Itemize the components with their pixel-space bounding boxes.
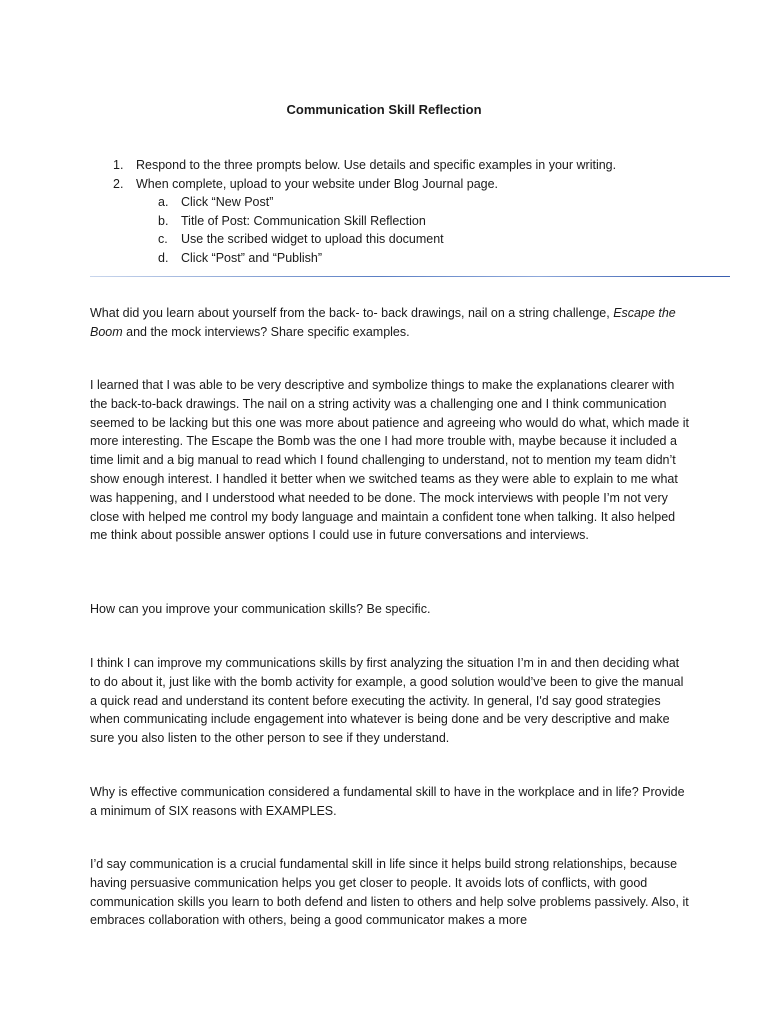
instruction-marker: 2.: [113, 176, 124, 191]
sub-instruction-marker: b.: [158, 213, 169, 228]
answer-paragraph-1: I learned that I was able to be very descriptive and symbolize things to make the explanations clearer with the back-to-back drawings. The nail on a string activity was a challenging one and I think communication seemed to be lacking but this one was more about patience and agreeing who would do what, which made it more interesting. The Escape the Bomb was the one I had more trouble with, maybe because it included a time limit and a big manual to read which I found challenging to understand, not to mention my team didn’t show enough interest. I handled it better when we switched teams as they were able to explain to me what was happening, and I understood what needed to be done. The mock interviews with people I’m not very close with helped me control my body language and maintain a confident tone when talking. It also helped me think about possible answer options I could use in future conversations and interviews.: [90, 378, 689, 543]
instruction-text: When complete, upload to your website under Blog Journal page.: [136, 176, 499, 191]
instruction-text: Respond to the three prompts below. Use details and specific examples in your writing.: [136, 158, 617, 172]
sub-instruction-text: Title of Post: Communication Skill Reflection: [181, 213, 426, 228]
prompt-1-italic-title: Escape the Boom: [90, 306, 676, 339]
prompt-question-3: Why is effective communication considered a fundamental skill to have in the workplace and in life? Provide a minimum of SIX reasons with EXAMPLES.: [90, 785, 685, 818]
instruction-marker: 1.: [113, 158, 124, 172]
section-divider: [90, 276, 730, 277]
answer-paragraph-3: I’d say communication is a crucial fundamental skill in life since it helps build strong relationships, because having persuasive communication helps you get closer to people. It avoids lots of conflicts, with good communication skills you learn to both defend and listen to others and help solve problems passively. Also, it embraces collaboration with others, being a good communicator makes a more: [90, 857, 689, 928]
sub-instruction-text: Click “New Post”: [181, 195, 274, 209]
prompt-question-1: [90, 304, 690, 342]
sub-instruction-text: Click “Post” and “Publish”: [181, 250, 323, 265]
prompt-1-text-end: and the mock interviews? Share specific examples.: [122, 324, 410, 339]
sub-instruction-marker: a.: [158, 195, 169, 209]
prompt-question-2: How can you improve your communication skills? Be specific.: [90, 602, 431, 616]
sub-instruction-marker: d.: [158, 250, 169, 265]
document-title: Communication Skill Reflection: [286, 102, 482, 117]
sub-instruction-text: Use the scribed widget to upload this document: [181, 232, 444, 246]
answer-paragraph-2: I think I can improve my communications skills by first analyzing the situation I’m in and then deciding what to do about it, just like with the bomb activity for example, a good solution would’ve been to give the manual a quick read and understand its content before executing the activity. In general, I'd say good strategies when communicating include engagement into whatever is being done and be very descriptive and make sure you also listen to the other person to see if they understand.: [90, 656, 684, 746]
prompt-1-text-start: What did you learn about yourself from the back- to- back drawings, nail on a string challenge,: [90, 306, 614, 320]
sub-instruction-marker: c.: [158, 232, 168, 246]
